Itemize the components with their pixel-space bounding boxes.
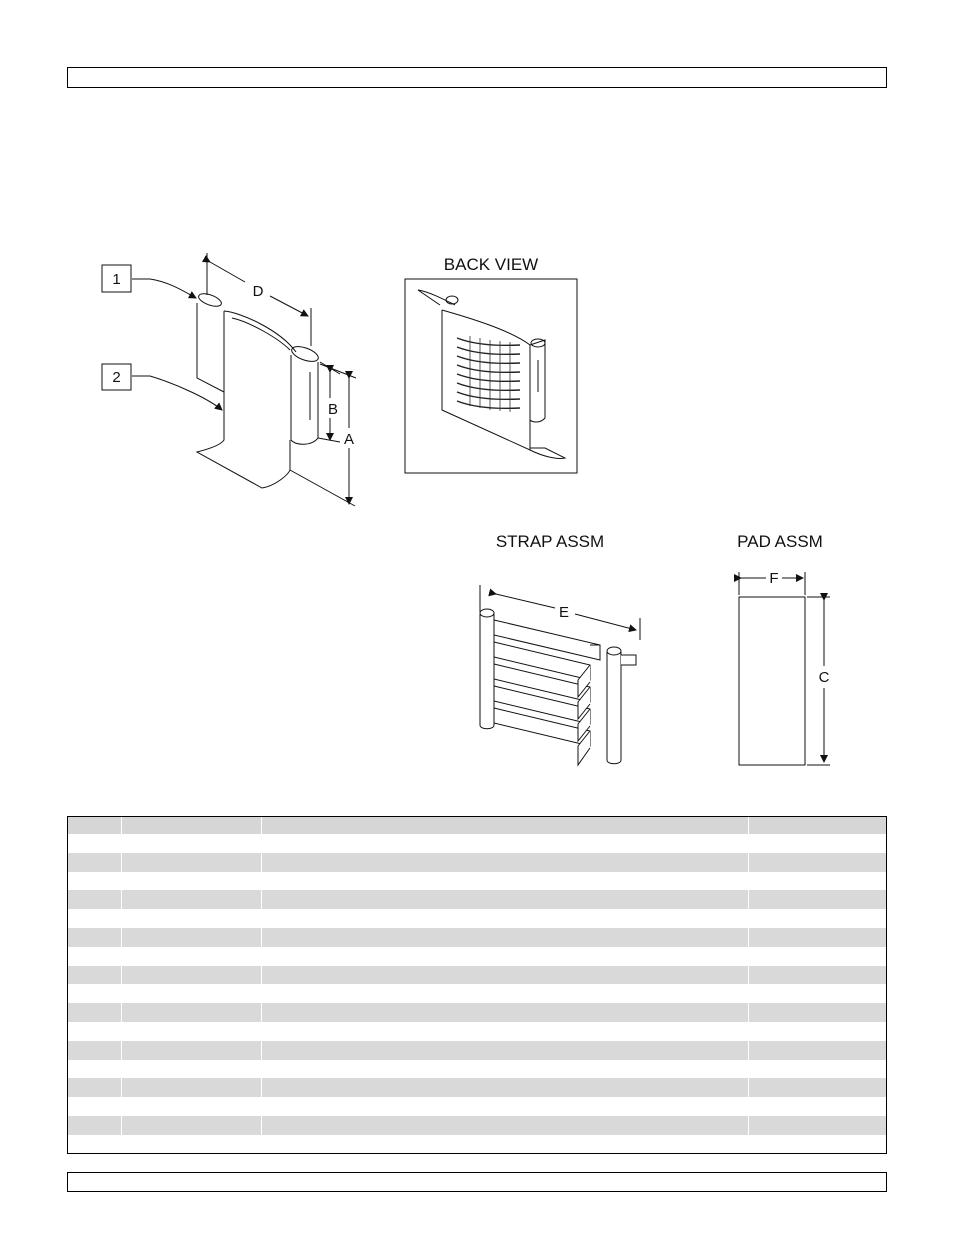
table-cell (261, 1097, 748, 1116)
table-cell (261, 1116, 748, 1135)
table-row (68, 1022, 886, 1041)
table-cell (68, 890, 121, 909)
footer-box (67, 1172, 887, 1192)
table-cell (121, 1116, 261, 1135)
callout-2-label: 2 (112, 369, 121, 386)
table-cell (121, 834, 261, 853)
table-cell (261, 1022, 748, 1041)
table-cell (748, 890, 886, 909)
dimension-a-label: A (343, 431, 355, 448)
table-cell (261, 890, 748, 909)
callout-1-label: 1 (112, 271, 121, 288)
table-cell (121, 984, 261, 1003)
table-cell (121, 1097, 261, 1116)
table-cell (261, 1060, 748, 1079)
table-cell (121, 928, 261, 947)
table-cell (261, 947, 748, 966)
table-row (68, 984, 886, 1003)
table-cell (261, 1078, 748, 1097)
callout-box-1 (102, 265, 131, 292)
table-row (68, 834, 886, 853)
table-row (68, 1097, 886, 1116)
table-cell (748, 966, 886, 985)
table-header-cell (261, 817, 748, 834)
table-cell (68, 1078, 121, 1097)
table-cell (121, 1060, 261, 1079)
table-cell (261, 1135, 748, 1154)
table-row (68, 1003, 886, 1022)
table-cell (748, 1041, 886, 1060)
table-cell (748, 1078, 886, 1097)
table-cell (261, 853, 748, 872)
table-cell (748, 1097, 886, 1116)
table-cell (748, 909, 886, 928)
table-cell (748, 853, 886, 872)
table-row (68, 909, 886, 928)
table-cell (748, 928, 886, 947)
table-cell (121, 1078, 261, 1097)
table-cell (121, 1041, 261, 1060)
table-header-cell (68, 817, 121, 834)
table-cell (121, 1022, 261, 1041)
table-cell (68, 947, 121, 966)
table-cell (121, 966, 261, 985)
table-row (68, 1060, 886, 1079)
table-cell (68, 984, 121, 1003)
table-cell (68, 1097, 121, 1116)
pad-assm-title: PAD ASSM (737, 532, 823, 551)
dimension-b-label: B (327, 401, 339, 418)
table-cell (748, 984, 886, 1003)
table-cell (748, 1022, 886, 1041)
back-view-figure (405, 279, 577, 473)
callout-box-2 (102, 364, 131, 390)
table-cell (261, 1003, 748, 1022)
table-cell (261, 1041, 748, 1060)
pad-assm-figure (739, 572, 830, 765)
table-cell (261, 909, 748, 928)
table-cell (68, 1060, 121, 1079)
table-cell (68, 834, 121, 853)
table-cell (68, 1022, 121, 1041)
table-cell (748, 1060, 886, 1079)
table-cell (121, 1135, 261, 1154)
table-cell (261, 984, 748, 1003)
table-header-cell (748, 817, 886, 834)
table-cell (68, 928, 121, 947)
table-cell (68, 1003, 121, 1022)
table-header-cell (121, 817, 261, 834)
table-row (68, 872, 886, 891)
table-row (68, 890, 886, 909)
strap-assm-figure (480, 609, 636, 765)
table-row (68, 928, 886, 947)
dimension-e-label: E (558, 604, 570, 621)
table-cell (748, 947, 886, 966)
table-cell (121, 872, 261, 891)
table-row (68, 1041, 886, 1060)
table-row (68, 1078, 886, 1097)
table-row (68, 853, 886, 872)
table-cell (121, 1003, 261, 1022)
table-cell (748, 1003, 886, 1022)
table-cell (68, 853, 121, 872)
table-cell (68, 909, 121, 928)
table-cell (748, 1116, 886, 1135)
table-cell (121, 853, 261, 872)
dimension-c-label: C (818, 669, 830, 686)
table-row (68, 1116, 886, 1135)
table-row (68, 966, 886, 985)
table-cell (68, 1041, 121, 1060)
back-view-title: BACK VIEW (443, 255, 539, 274)
strap-assm-title: STRAP ASSM (495, 532, 605, 551)
table-cell (261, 834, 748, 853)
dimension-f-label: F (769, 570, 779, 587)
table-cell (121, 947, 261, 966)
table-cell (121, 909, 261, 928)
main-figure (132, 253, 356, 506)
table-cell (261, 966, 748, 985)
table-cell (68, 966, 121, 985)
dimension-d-label: D (252, 283, 264, 300)
table-cell (121, 890, 261, 909)
table-cell (748, 834, 886, 853)
table-cell (748, 872, 886, 891)
table-cell (261, 928, 748, 947)
parts-table (67, 816, 887, 1154)
table-cell (261, 872, 748, 891)
table-cell (748, 1135, 886, 1154)
table-row (68, 1135, 886, 1154)
table-header-row (68, 817, 886, 834)
table-cell (68, 1135, 121, 1154)
table-cell (68, 872, 121, 891)
table-cell (68, 1116, 121, 1135)
table-row (68, 947, 886, 966)
